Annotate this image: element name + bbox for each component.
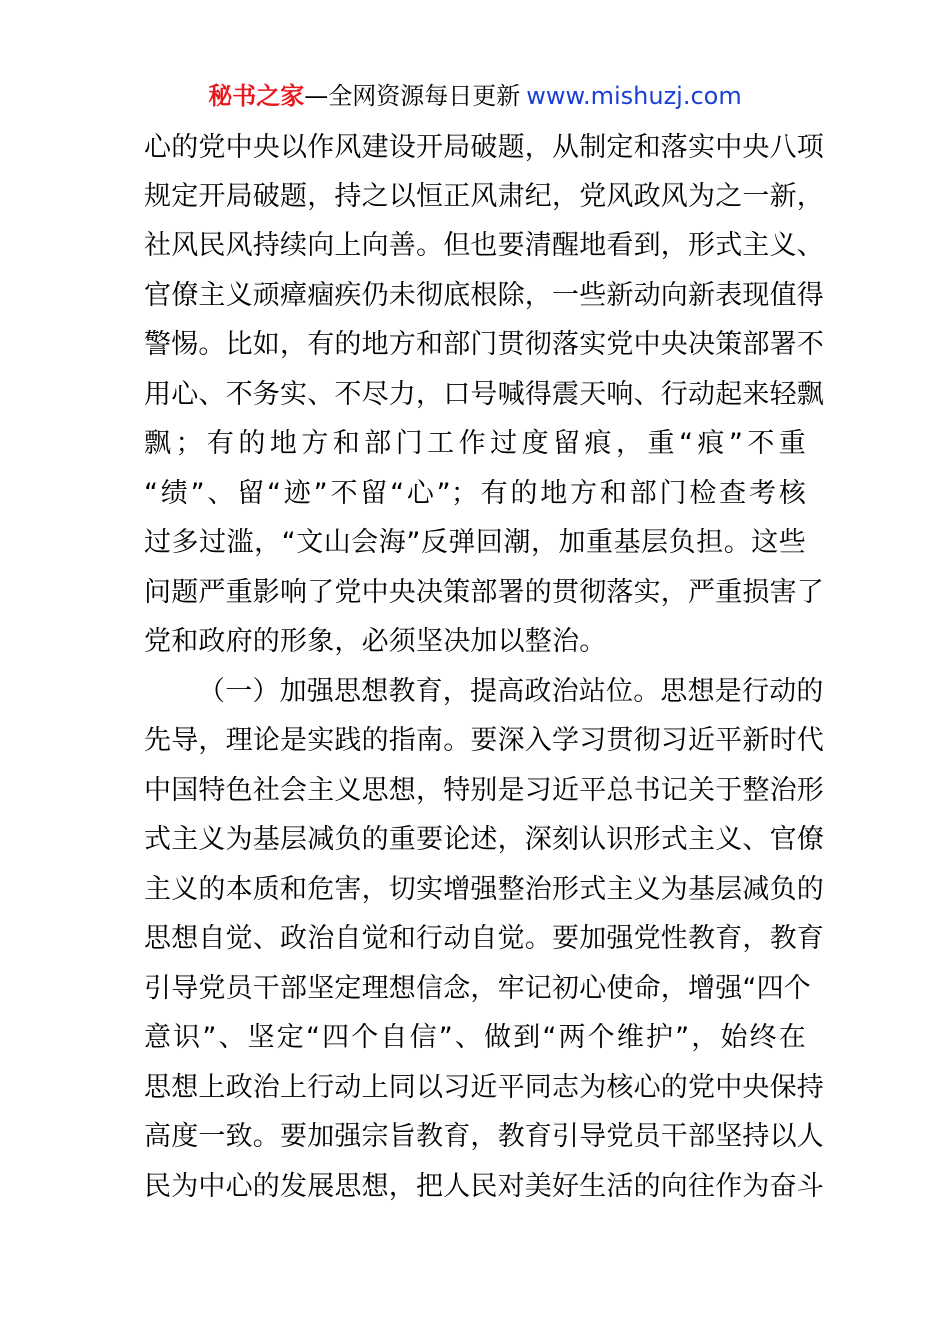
site-brand: 秘书之家 [208,82,305,110]
site-header [0,80,950,112]
text-line: 式主义为基层减负的重要论述，深刻认识形式主义、官僚 [144,824,824,855]
site-tagline: —全网资源每日更新 [304,82,521,110]
text-line: 主义的本质和危害，切实增强整治形式主义为基层减负的 [144,874,824,905]
text-line: 中国特色社会主义思想，特别是习近平总书记关于整治形 [144,775,824,806]
section-heading-line: （一）加强思想教育，提高政治站位。思想是行动的 [198,676,824,707]
text-line: 用心、不务实、不尽力，口号喊得震天响、行动起来轻飘 [144,379,824,410]
text-line: 先导，理论是实践的指南。要深入学习贯彻习近平新时代 [144,725,824,756]
text-line: 规定开局破题，持之以恒正风肃纪，党风政风为之一新， [144,181,824,212]
text-line: 社风民风持续向上向善。但也要清醒地看到，形式主义、 [144,230,824,261]
text-line: 心的党中央以作风建设开局破题，从制定和落实中央八项 [144,132,824,163]
text-line: 飘；有的地方和部门工作过度留痕，重“痕”不重 [144,428,806,459]
text-line: 高度一致。要加强宗旨教育，教育引导党员干部坚持以人 [144,1121,824,1152]
text-line: 问题严重影响了党中央决策部署的贯彻落实，严重损害了 [144,577,824,608]
text-line: 思想自觉、政治自觉和行动自觉。要加强党性教育，教育 [144,923,824,954]
text-line: 官僚主义顽瘴痼疾仍未彻底根除，一些新动向新表现值得 [144,280,824,311]
text-line: 警惕。比如，有的地方和部门贯彻落实党中央决策部署不 [144,329,824,360]
text-line: 思想上政治上行动上同以习近平同志为核心的党中央保持 [144,1072,824,1103]
text-line: 引导党员干部坚定理想信念，牢记初心使命，增强“四个 [144,973,811,1004]
text-line: “绩”、留“迹”不留“心”；有的地方和部门检查考核 [144,478,806,509]
text-line: 民为中心的发展思想，把人民对美好生活的向往作为奋斗 [144,1171,824,1202]
text-line: 过多过滥，“文山会海”反弹回潮，加重基层负担。这些 [144,527,806,558]
text-line: 党和政府的形象，必须坚决加以整治。 [144,626,607,657]
site-url-link[interactable]: www.mishuzj.com [526,82,742,110]
text-line: 意识”、坚定“四个自信”、做到“两个维护”，始终在 [144,1022,806,1053]
